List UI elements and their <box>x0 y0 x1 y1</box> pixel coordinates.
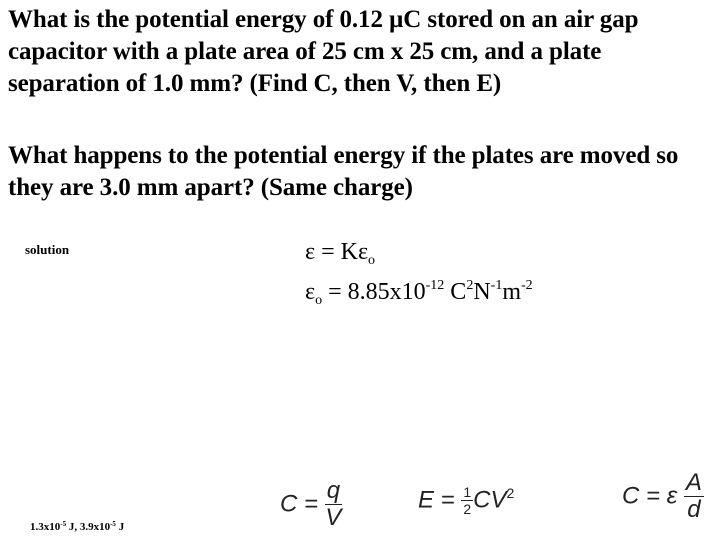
eps-symbol: ε <box>305 279 316 305</box>
k-symbol: K <box>340 239 358 265</box>
answer-text <box>30 520 124 533</box>
question-1: What is the potential energy of 0.12 µC stored on an air gap capacitor with a plate area of 25 cm x 25 cm, and a plate separation of 1.0 mm? (Find C, then V, then E) <box>8 6 639 97</box>
capacitance-formula <box>280 478 342 531</box>
fraction-denominator: V <box>325 504 342 531</box>
eps0-value-equation <box>305 272 533 315</box>
fraction-numerator: A <box>685 469 702 496</box>
answer-b-unit: J <box>115 521 125 533</box>
equals-sign: = <box>322 279 348 305</box>
subscript-o: o <box>368 253 376 268</box>
eps0-exponent: -12 <box>425 278 445 293</box>
area-over-distance-fraction <box>684 470 704 523</box>
subscript-o: o <box>315 293 323 308</box>
unit-c-exponent: 2 <box>466 278 474 293</box>
equals-sign: = <box>315 239 341 265</box>
unit-n-exponent: -1 <box>490 278 503 293</box>
fraction-numerator: q <box>326 477 341 504</box>
fraction-numerator: 1 <box>463 484 472 500</box>
fraction-denominator: d <box>687 496 701 523</box>
answer-a-exponent: -5 <box>60 520 67 528</box>
plate-capacitance-lhs: C = ε <box>622 482 678 510</box>
question-2: What happens to the potential energy if the plates are moved so they are 3.0 mm apart? (Same charge) <box>8 142 679 201</box>
one-half-fraction <box>461 484 473 517</box>
voltage-exponent: 2 <box>506 484 515 501</box>
charge-over-voltage-fraction <box>325 478 342 531</box>
answer-a-base: 1.3x10 <box>30 521 61 533</box>
unit-n: N <box>473 279 491 305</box>
answer-b-exponent: -5 <box>110 520 116 528</box>
energy-rhs: CV <box>473 486 507 514</box>
eps0-mantissa: 8.85x10 <box>347 279 426 305</box>
capacitance-lhs: C = <box>280 490 319 518</box>
unit-m: m <box>502 279 521 305</box>
solution-label: solution <box>25 242 70 257</box>
fraction-denominator: 2 <box>463 501 472 517</box>
plate-capacitance-formula <box>622 470 704 523</box>
answer-a-unit: J, <box>66 521 80 533</box>
permittivity-equation <box>305 238 375 275</box>
energy-lhs: E = <box>418 486 455 514</box>
eps-symbol: ε <box>357 239 369 265</box>
answer-b-base: 3.9x10 <box>79 521 111 533</box>
unit-m-exponent: -2 <box>521 278 533 293</box>
eps-symbol: ε <box>305 239 316 265</box>
unit-c: C <box>450 279 467 305</box>
energy-formula <box>418 484 514 517</box>
